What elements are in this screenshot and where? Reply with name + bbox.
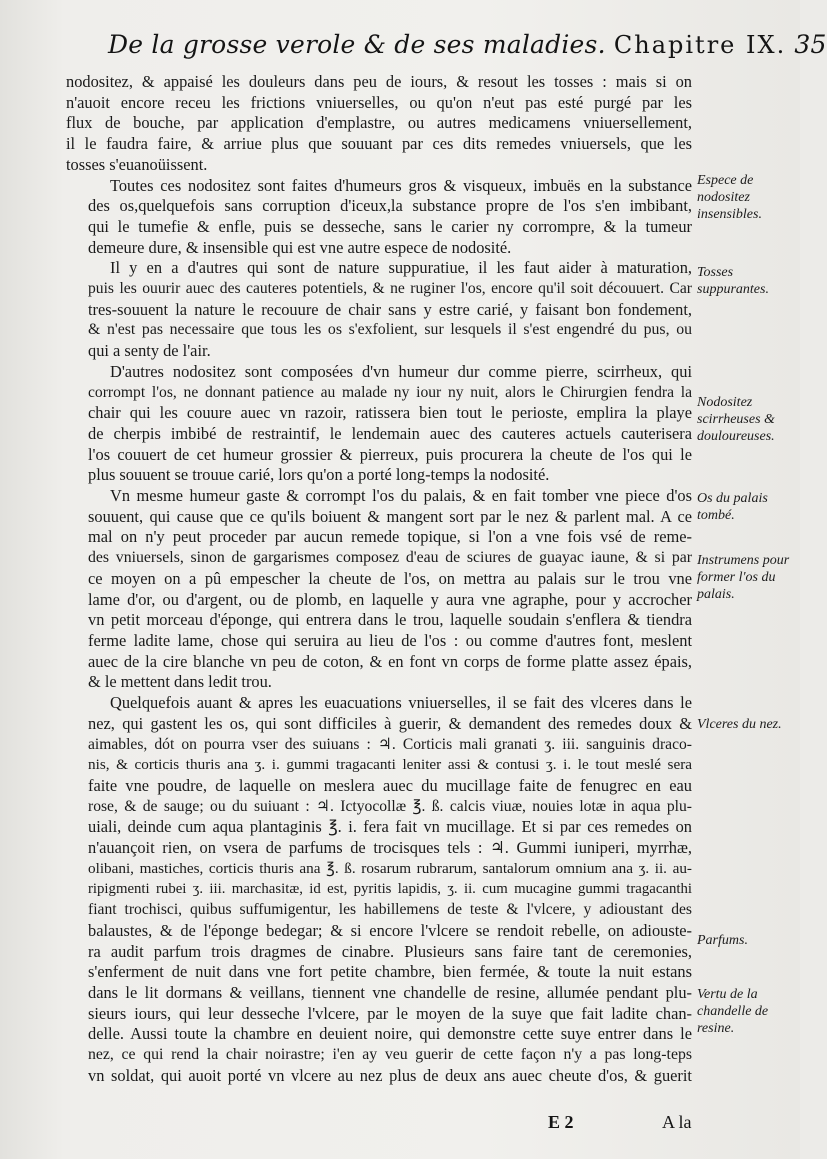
chapter-label: Chapitre IX. bbox=[613, 31, 787, 59]
text-line: vn soldat, qui auoit porté vn vlcere au nez plus de deux ans auec cheute d'os, & guerit bbox=[88, 1065, 692, 1085]
text-line: ferme ladite lame, chose qui seruira au lieu de l'os : ou comme d'autres font, meslent bbox=[88, 630, 692, 650]
margin-note: Vlceres du nez. bbox=[697, 717, 782, 732]
text-line: des vniuersels, sinon de gargarismes composez d'eau de sciures de guayac iaune, & si par bbox=[88, 549, 692, 567]
text-line: & le mettent dans ledit trou. bbox=[88, 672, 272, 692]
text-line: rose, & de sauge; ou du suiuant : ♃. Ictyocollæ ℥. ß. calcis viuæ, nouies lotæ in aqua plu- bbox=[88, 797, 692, 815]
text-line: Il y en a d'autres qui sont de nature suppuratiue, il les faut aider à maturation, bbox=[110, 258, 692, 278]
text-line: fiant trochisci, quibus suffumigentur, les habillemens de teste & l'vlcere, y adioustant des bbox=[88, 901, 692, 919]
text-line: dans le lit dormans & veillans, tiennent vne chandelle de resine, allumée pendant plu- bbox=[88, 982, 692, 1002]
text-line: lame d'or, ou d'argent, ou de plomb, en laquelle y aura vne agraphe, pour y accrocher bbox=[88, 589, 692, 609]
text-line: nodositez, & appaisé les douleurs dans peu de iours, & resout les tosses : mais si on bbox=[66, 72, 692, 91]
text-line: mal on n'y peut proceder par aucun remede topique, si l'on a vne fois vsé de reme- bbox=[88, 527, 692, 547]
text-line: demeure dure, & insensible qui est vne autre espece de nodosité. bbox=[88, 237, 512, 257]
text-line: tosses s'euanoüissent. bbox=[66, 154, 208, 174]
text-line: n'auoit encore receu les frictions vniuerselles, ou qu'on n'eut pas esté purgé par les bbox=[66, 92, 692, 112]
text-line: vn petit morceau d'éponge, qui entrera dans le trou, laquelle soudain s'enflera & tiendra bbox=[88, 610, 692, 630]
text-line: flux de bouche, par application d'emplastre, ou autres medicamens vniuersellement, bbox=[66, 113, 692, 133]
text-line: ripigmenti rubei ʒ. iii. marchasitæ, id est, pyritis lapidis, ʒ. ii. cum mucagine gummi tragacanthi bbox=[88, 881, 692, 898]
text-line: puis les ouurir auec des cauteres potentiels, & ne ruginer l'os, encore qu'il soit découuert. Car bbox=[88, 280, 692, 298]
text-line: D'autres nodositez sont composées d'vn humeur dur comme pierre, scirrheux, qui bbox=[110, 361, 692, 381]
catchword: A la bbox=[662, 1112, 692, 1132]
text-line: nez, ce qui rend la chair noirastre; i'en ay veu guerir de cette façon n'y a pas long-teps bbox=[88, 1046, 692, 1064]
margin-note: Os du palais tombé. bbox=[697, 491, 768, 523]
text-line: faite vne poudre, de laquelle on meslera auec du mucillage faite de fenugrec en eau bbox=[88, 775, 692, 795]
text-line: balaustes, & de l'éponge bedegar; & si encore l'vlcere se rendoit rebelle, on adiouste- bbox=[88, 920, 692, 940]
paragraph-6 bbox=[66, 693, 692, 1086]
margin-note: Vertu de la chandelle de resine. bbox=[697, 987, 769, 1036]
body-text bbox=[66, 72, 692, 1086]
text-line: chair qui les couure auec vn razoir, ratissera bien tout le perioste, emplira la playe bbox=[88, 403, 692, 423]
text-line: Vn mesme humeur gaste & corrompt l'os du palais, & en fait tomber vne piece d'os bbox=[110, 486, 692, 506]
text-line: qui le tumefie & enfle, puis se desseche, sans le carier ny corrompre, & la tumeur bbox=[88, 216, 692, 236]
paragraph-5 bbox=[66, 486, 692, 693]
text-line: aimables, dót on pourra vser des suiuans : ♃. Corticis mali granati ʒ. iii. sanguinis draco- bbox=[88, 735, 692, 753]
text-line: qui a senty de l'air. bbox=[88, 341, 211, 361]
text-line: souuent, qui cause que ce qu'ils boiuent & mangent sort par le nez & parlent mal. A ce bbox=[88, 506, 692, 526]
text-line: nis, & corticis thuris ana ʒ. i. gummi tragacanti leniter assi & contusi ʒ. i. le tout meslé sera bbox=[88, 756, 692, 774]
page-number: 35 bbox=[794, 30, 827, 59]
signature-mark: E 2 bbox=[548, 1112, 574, 1132]
text-line: tres-souuent la nature le recouure de chair sans y estre carié, y faisant bon fondement, bbox=[88, 299, 692, 319]
text-line: corrompt l'os, ne donnant patience au malade ny iour ny nuit, alors le Chirurgien fendra la bbox=[88, 383, 692, 401]
text-line: n'auançoit rien, on vsera de parfums de trocisques tels : ♃. Gummi iuniperi, myrrhæ, bbox=[88, 838, 692, 858]
text-line: delle. Aussi toute la chambre en deuient noire, qui demonstre cette suye entrer dans le bbox=[88, 1024, 692, 1044]
running-head-title: De la grosse verole & de ses maladies. bbox=[108, 30, 606, 59]
text-line: Quelquefois auant & apres les euacuations vniuerselles, il se fait des vlceres dans le bbox=[110, 693, 692, 713]
text-line: olibani, mastiches, corticis thuris ana ℥. ß. rosarum rubrarum, santalorum omnium ana ʒ. ii. au- bbox=[88, 859, 692, 877]
text-line: s'enferment de nuit dans vne fort petite chambre, bien fermée, & toute la nuit estans bbox=[88, 962, 692, 982]
text-line: de cherpis imbibé de restraintif, le lendemain auec des cauteres actuels cauterisera bbox=[88, 423, 692, 443]
text-line: auec de la cire blanche vn peu de coton, & en font vn corps de forme platte assez épais, bbox=[88, 651, 692, 671]
text-line: plus souuent se trouue carié, lors qu'on a porté long-temps la nodosité. bbox=[88, 465, 550, 485]
margin-note: Instrumens pour former l'os du palais. bbox=[697, 553, 790, 602]
text-line: il le faudra faire, & arriue plus que souuant par ces dits remedes vniuersels, que les bbox=[66, 134, 692, 154]
text-line: ce moyen on a pû empescher la cheute de l'os, on mettra au palais sur le trou vne bbox=[88, 568, 692, 588]
margin-note: Espece de nodositez insensibles. bbox=[697, 173, 762, 222]
text-line: nez, qui gastent les os, qui sont difficiles à guerir, & demandent des remedes doux & bbox=[88, 713, 692, 733]
text-line: Toutes ces nodositez sont faites d'humeurs gros & visqueux, imbuës en la substance bbox=[110, 175, 692, 195]
paragraph-3 bbox=[66, 258, 692, 362]
paragraph-1 bbox=[66, 72, 692, 176]
text-line: & n'est pas necessaire que tous les os s'exfolient, sur lesquels il s'est engendré du pus, ou bbox=[88, 321, 692, 339]
paragraph-2 bbox=[66, 176, 692, 259]
margin-note: Nodositez scirrheuses & douloureuses. bbox=[697, 395, 775, 444]
text-line: des os,quelquefois sans corruption d'iceux,la substance propre de l'os s'en imbibant, bbox=[88, 196, 692, 216]
margin-note: Parfums. bbox=[697, 933, 748, 948]
text-line: ra audit parfum trois dragmes de cinabre. Plusieurs sans faire tant de ceremonies, bbox=[88, 941, 692, 961]
text-line: l'os couuert de cet humeur grossier & pierreux, puis procurera la cheute de l'os qui le bbox=[88, 444, 692, 464]
paragraph-4 bbox=[66, 362, 692, 486]
running-head bbox=[108, 30, 827, 59]
text-line: sieurs iours, qui leur desseche l'vlcere, par le moyen de la suye que fait ladite chan- bbox=[88, 1003, 692, 1023]
margin-note: Tosses suppurantes. bbox=[697, 265, 769, 297]
text-line: uiali, deinde cum aqua plantaginis ℥. i. fera fait vn mucillage. Et si par ces remedes on bbox=[88, 817, 692, 837]
